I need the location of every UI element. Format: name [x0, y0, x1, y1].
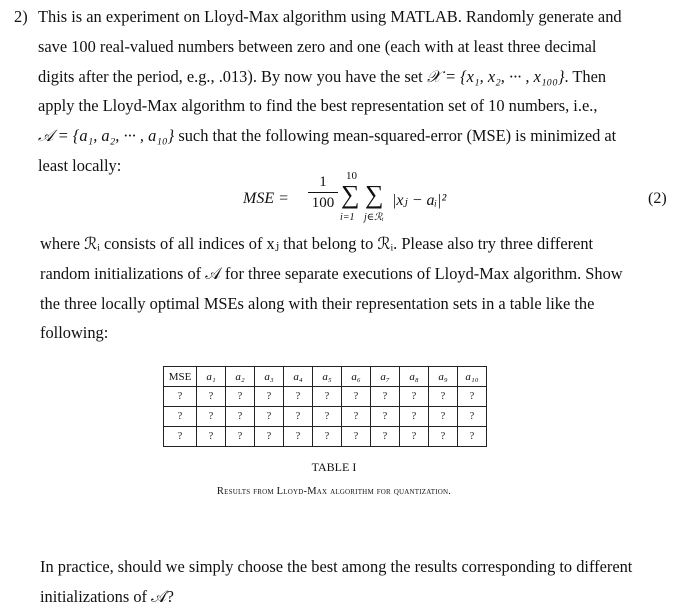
para1-line5b: such that the following mean-squared-error (MSE) is minimized at: [178, 126, 617, 146]
instructions-paragraph: [40, 229, 672, 348]
table-cell: ?: [429, 427, 458, 447]
table-cell: ?: [255, 387, 284, 407]
para2-line2: random initializations of 𝒜 for three separate executions of Lloyd-Max algorithm. Show: [40, 263, 623, 283]
table-cell: ?: [226, 427, 255, 447]
question-paragraph: [40, 552, 672, 612]
table-caption-label: TABLE I: [311, 460, 357, 474]
table-cell: ?: [400, 387, 429, 407]
table-header-cell: MSE: [164, 367, 197, 387]
equation-number: (2): [648, 190, 667, 207]
results-table: [163, 366, 487, 447]
table-cell: ?: [284, 427, 313, 447]
table-cell: ?: [342, 427, 371, 447]
table-header-cell: a₇: [371, 367, 400, 387]
sum-lower-limit-outer: i=1: [340, 212, 355, 223]
para1-line1: This is an experiment on Lloyd-Max algorithm using MATLAB. Randomly generate and: [38, 7, 622, 26]
table-row: [164, 407, 487, 427]
table-cell: ?: [313, 427, 342, 447]
table-cell: ?: [400, 407, 429, 427]
para1-line3a: digits after the period, e.g., .013). By now you have the set: [38, 66, 423, 86]
table-row: [164, 427, 487, 447]
table-header-cell: a₉: [429, 367, 458, 387]
para1-line3b: . Then: [564, 66, 607, 86]
problem-number: 2): [14, 7, 28, 26]
table-header-cell: a₃: [255, 367, 284, 387]
fraction-denominator: 100: [311, 195, 335, 211]
mse-equation: [0, 170, 700, 230]
table-cell: ?: [197, 387, 226, 407]
sum-sign-outer: ∑: [341, 180, 360, 209]
table-cell: ?: [164, 407, 197, 427]
table-cell: ?: [226, 387, 255, 407]
problem-paragraph: [14, 2, 672, 181]
table-caption-text: Results from Lloyd-Max algorithm for quantization.: [216, 486, 452, 497]
table-header-cell: a₆: [342, 367, 371, 387]
table-header-cell: a₅: [313, 367, 342, 387]
table-cell: ?: [255, 407, 284, 427]
table-cell: ?: [400, 427, 429, 447]
para2-line3: the three locally optimal MSEs along with their representation sets in a table like the: [40, 293, 595, 313]
table-cell: ?: [458, 387, 487, 407]
sum-sign-inner: ∑: [365, 180, 384, 209]
set-x: 𝒳 = {x₁, x₂, ··· , x₁₀₀}: [426, 66, 565, 86]
table-cell: ?: [313, 387, 342, 407]
equation-term: |xⱼ − aᵢ|²: [392, 192, 447, 209]
table-header-cell: a₁: [197, 367, 226, 387]
table-row: [164, 387, 487, 407]
table-header-cell: a₂: [226, 367, 255, 387]
table-cell: ?: [226, 407, 255, 427]
table-cell: ?: [164, 427, 197, 447]
table-cell: ?: [458, 407, 487, 427]
para2-line1: where ℛᵢ consists of all indices of xⱼ that belong to ℛᵢ. Please also try three different: [40, 234, 594, 253]
table-cell: ?: [197, 427, 226, 447]
table-header-cell: a₄: [284, 367, 313, 387]
equation-lhs: MSE =: [243, 190, 289, 207]
sum-upper-limit: 10: [346, 170, 357, 182]
para1-line2: save 100 real-valued numbers between zero and one (each with at least three decimal: [38, 36, 597, 56]
table-cell: ?: [429, 407, 458, 427]
table-cell: ?: [342, 407, 371, 427]
table-header-row: [164, 367, 487, 387]
table-cell: ?: [197, 407, 226, 427]
para1-line4a: apply the Lloyd-Max algorithm to find the best representation set of 10 numbers, i.e.,: [38, 96, 598, 116]
table-header-cell: a₈: [400, 367, 429, 387]
table-cell: ?: [255, 427, 284, 447]
table-cell: ?: [371, 427, 400, 447]
fraction-bar: [308, 192, 338, 193]
table-cell: ?: [429, 387, 458, 407]
set-a: 𝒜 = {a₁, a₂, ··· , a₁₀}: [38, 126, 175, 146]
table-cell: ?: [164, 387, 197, 407]
table-cell: ?: [371, 407, 400, 427]
equation-fraction: [308, 174, 338, 211]
table-header-cell: a₁₀: [458, 367, 487, 387]
table-cell: ?: [284, 387, 313, 407]
table-cell: ?: [342, 387, 371, 407]
table-cell: ?: [458, 427, 487, 447]
fraction-numerator: 1: [319, 174, 327, 190]
para3-line1: In practice, should we simply choose the best among the results corresponding to different: [40, 557, 633, 576]
para1-line6: least locally:: [38, 155, 122, 175]
sum-lower-limit-inner: j∈ℛᵢ: [364, 212, 384, 223]
table-cell: ?: [313, 407, 342, 427]
table-cell: ?: [371, 387, 400, 407]
para3-line2: initializations of 𝒜?: [40, 586, 174, 606]
table-cell: ?: [284, 407, 313, 427]
para2-line4: following:: [40, 323, 109, 343]
